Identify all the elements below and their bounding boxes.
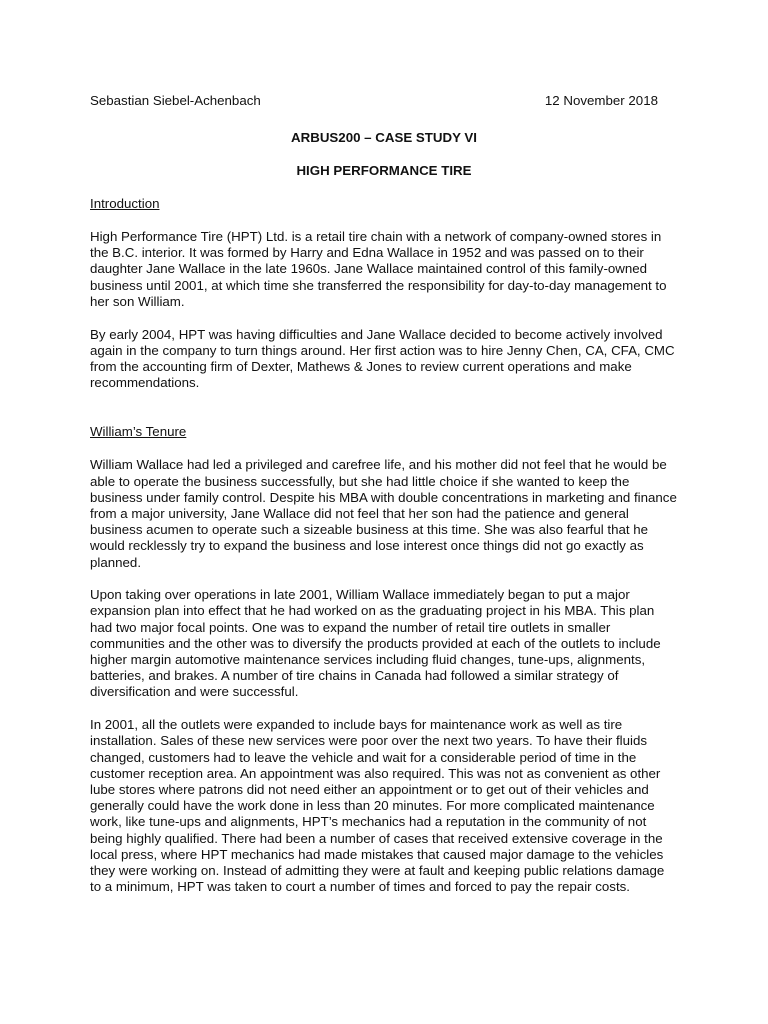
document-date: 12 November 2018 [544, 93, 658, 108]
author-name: Sebastian Siebel-Achenbach [90, 93, 261, 108]
tenure-paragraph-1: William Wallace had led a privileged and carefree life, and his mother did not feel that he would be able to operate the business successfully, but she had little choice if she wanted to keep the business under family control. Despite his MBA with double concentrations in marketing and finance from a major university, Jane Wallace did not feel that her son had the patience and general business acumen to operate such a sizeable business at this time. She was also fearful that he would recklessly try to expand the business and lose interest once things did not go exactly as planned. [90, 457, 677, 570]
tenure-paragraph-3: In 2001, all the outlets were expanded to include bays for maintenance work as well as tire installation. Sales of these new services were poor over the next two years. To have their fluids changed, customers had to leave the vehicle and wait for a considerable period of time in the customer reception area. An appointment was also required. This was not as convenient as other lube stores where patrons did not need either an appointment or to get out of their vehicles and generally could have the work done in less than 20 minutes. For more complicated maintenance work, like tune-ups and alignments, HPT’s mechanics had a reputation in the community of not being highly qualified. There had been a number of cases that received extensive coverage in the local press, where HPT mechanics had made mistakes that caused major damage to the vehicles they were working on. Instead of admitting they were at fault and keeping public relations damage to a minimum, HPT was taken to court a number of times and forced to pay the repair costs. [90, 717, 665, 895]
case-title: HIGH PERFORMANCE TIRE [296, 163, 472, 178]
document-header [90, 93, 678, 109]
introduction-paragraph-1: High Performance Tire (HPT) Ltd. is a retail tire chain with a network of company-owned stores in the B.C. interior. It was formed by Harry and Edna Wallace in 1952 and was passed on to their daughter Jane Wallace in the late 1960s. Jane Wallace maintained control of this family-owned business until 2001, at which time she transferred the responsibility for day-to-day management to her son William. [90, 229, 667, 309]
introduction-heading: Introduction [90, 196, 160, 211]
introduction-paragraph-2: By early 2004, HPT was having difficulties and Jane Wallace decided to become actively involved again in the company to turn things around. Her first action was to hire Jenny Chen, CA, CFA, CMC from the accounting firm of Dexter, Mathews & Jones to review current operations and make recommendations. [90, 326, 675, 391]
tenure-paragraph-2: Upon taking over operations in late 2001, William Wallace immediately began to put a major expansion plan into effect that he had worked on as the graduating project in his MBA. This plan had two major focal points. One was to expand the number of retail tire outlets in smaller communities and the other was to diversify the products provided at each of the outlets to include higher margin automotive maintenance services including fluid changes, tune-ups, alignments, batteries, and brakes. A number of tire chains in Canada had followed a similar strategy of diversification and were successful. [90, 587, 661, 700]
tenure-heading: William’s Tenure [90, 424, 187, 440]
course-title: ARBUS200 – CASE STUDY VI [291, 130, 477, 145]
